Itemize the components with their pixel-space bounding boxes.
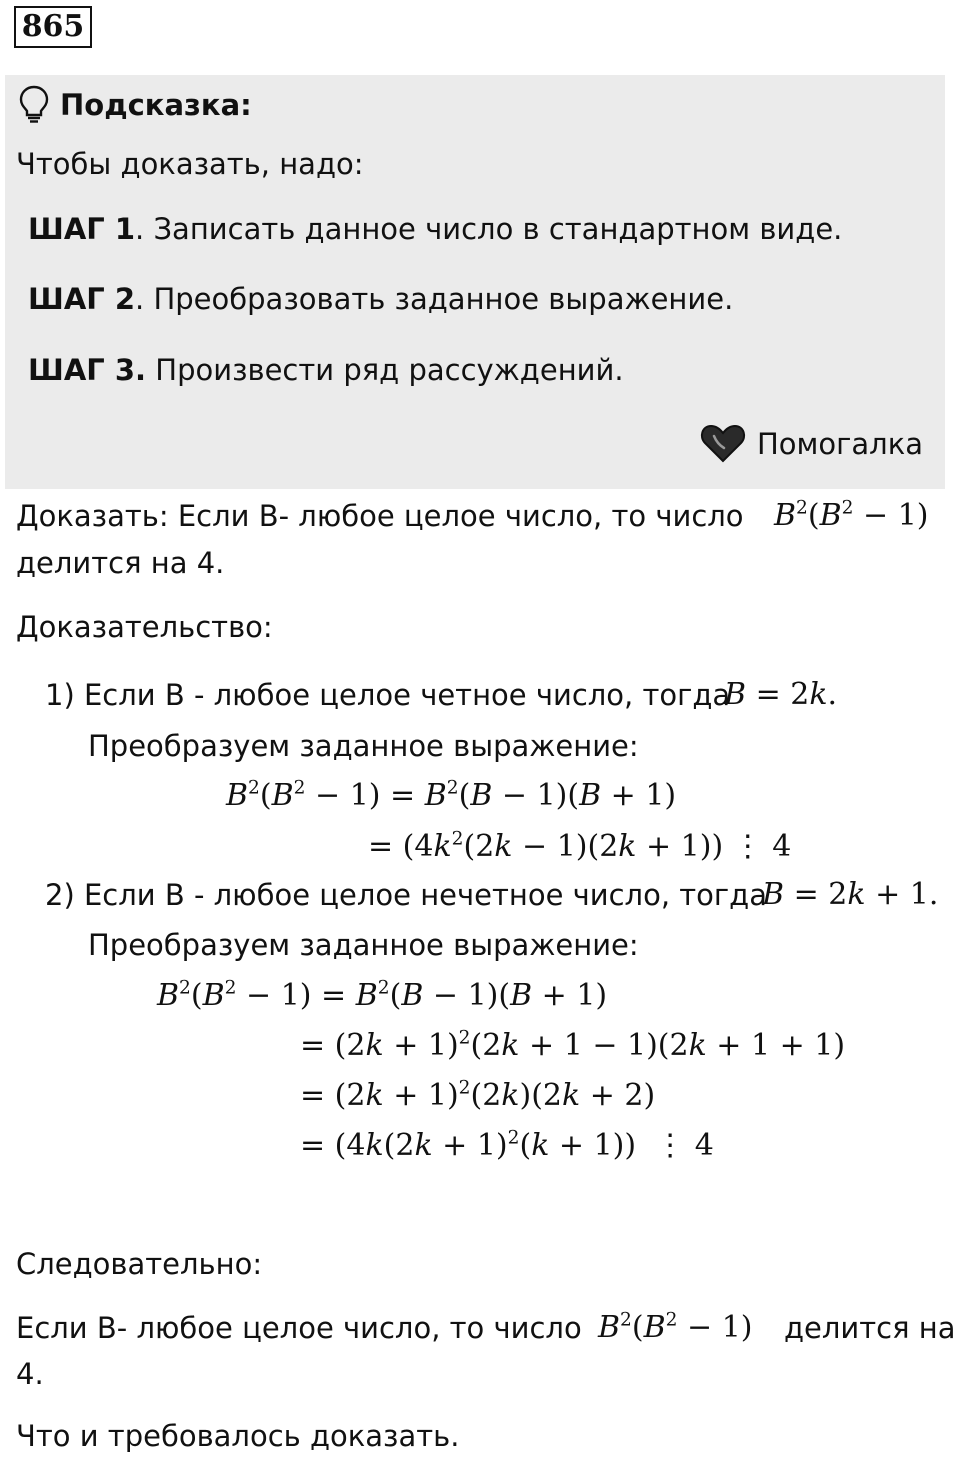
hint-title: Подсказка: xyxy=(60,88,252,122)
step-label: ШАГ 2 xyxy=(28,282,136,316)
case-1-intro: Преобразуем заданное выражение: xyxy=(88,729,639,763)
case-2-equation-4: = $(4k(2k + 1)^2(k + 1))$ ⋮ 4 xyxy=(300,1127,714,1163)
step-label: ШАГ 3. xyxy=(28,353,147,387)
hint-step-3 xyxy=(28,352,624,388)
case-2-equation-3: = $(2k + 1)^2(2k)(2k + 2)$ xyxy=(300,1077,656,1113)
conclusion-line-2: 4. xyxy=(16,1357,44,1391)
statement-line-1: Доказать: Если B- любое целое число, то число xyxy=(16,499,744,533)
case-2-text: 2) Если B - любое целое нечетное число, тогда xyxy=(45,878,767,912)
statement-formula: $B^2(B^2 - 1)$ xyxy=(774,497,929,533)
step-text: Произвести ряд рассуждений. xyxy=(146,353,624,387)
heart-icon[interactable] xyxy=(700,422,746,464)
conclusion-line-1: Если B- любое целое число, то число xyxy=(16,1311,582,1345)
step-text: Преобразовать заданное выражение. xyxy=(144,282,734,316)
statement-line-2: делится на 4. xyxy=(16,546,225,580)
step-sep: . xyxy=(135,282,145,316)
conclusion-formula: $B^2(B^2 - 1)$ xyxy=(598,1309,753,1345)
case-2-intro: Преобразуем заданное выражение: xyxy=(88,928,639,962)
conclusion-line-1-tail: делится на xyxy=(784,1311,956,1345)
hint-intro: Чтобы доказать, надо: xyxy=(16,147,364,181)
case-1-equation-2: = $(4k^2(2k - 1)(2k + 1))$ ⋮ 4 xyxy=(368,828,792,864)
case-2-formula: B = 2k + 1. xyxy=(762,877,939,912)
hint-step-1 xyxy=(28,211,842,247)
brand-label[interactable]: Помогалка xyxy=(757,427,923,461)
lightbulb-icon xyxy=(18,84,50,124)
hint-step-2 xyxy=(28,281,733,317)
step-sep: . xyxy=(135,212,145,246)
problem-number: 865 xyxy=(14,6,92,48)
proof-label: Доказательство: xyxy=(16,610,273,644)
case-2-equation-1: $B^2(B^2 - 1) = B^2(B - 1)(B + 1)$ xyxy=(157,977,608,1013)
step-text: Записать данное число в стандартном виде. xyxy=(144,212,843,246)
case-1-equation-1: $B^2(B^2 - 1) = B^2(B - 1)(B + 1)$ xyxy=(226,777,677,813)
case-1-formula: B = 2k. xyxy=(724,677,838,712)
conclusion-label: Следовательно: xyxy=(16,1247,263,1281)
final-statement: Что и требовалось доказать. xyxy=(16,1419,460,1453)
case-1-text: 1) Если B - любое целое четное число, тогда xyxy=(45,678,731,712)
case-2-equation-2: = $(2k + 1)^2(2k + 1 - 1)(2k + 1 + 1)$ xyxy=(300,1027,846,1063)
step-label: ШАГ 1 xyxy=(28,212,136,246)
